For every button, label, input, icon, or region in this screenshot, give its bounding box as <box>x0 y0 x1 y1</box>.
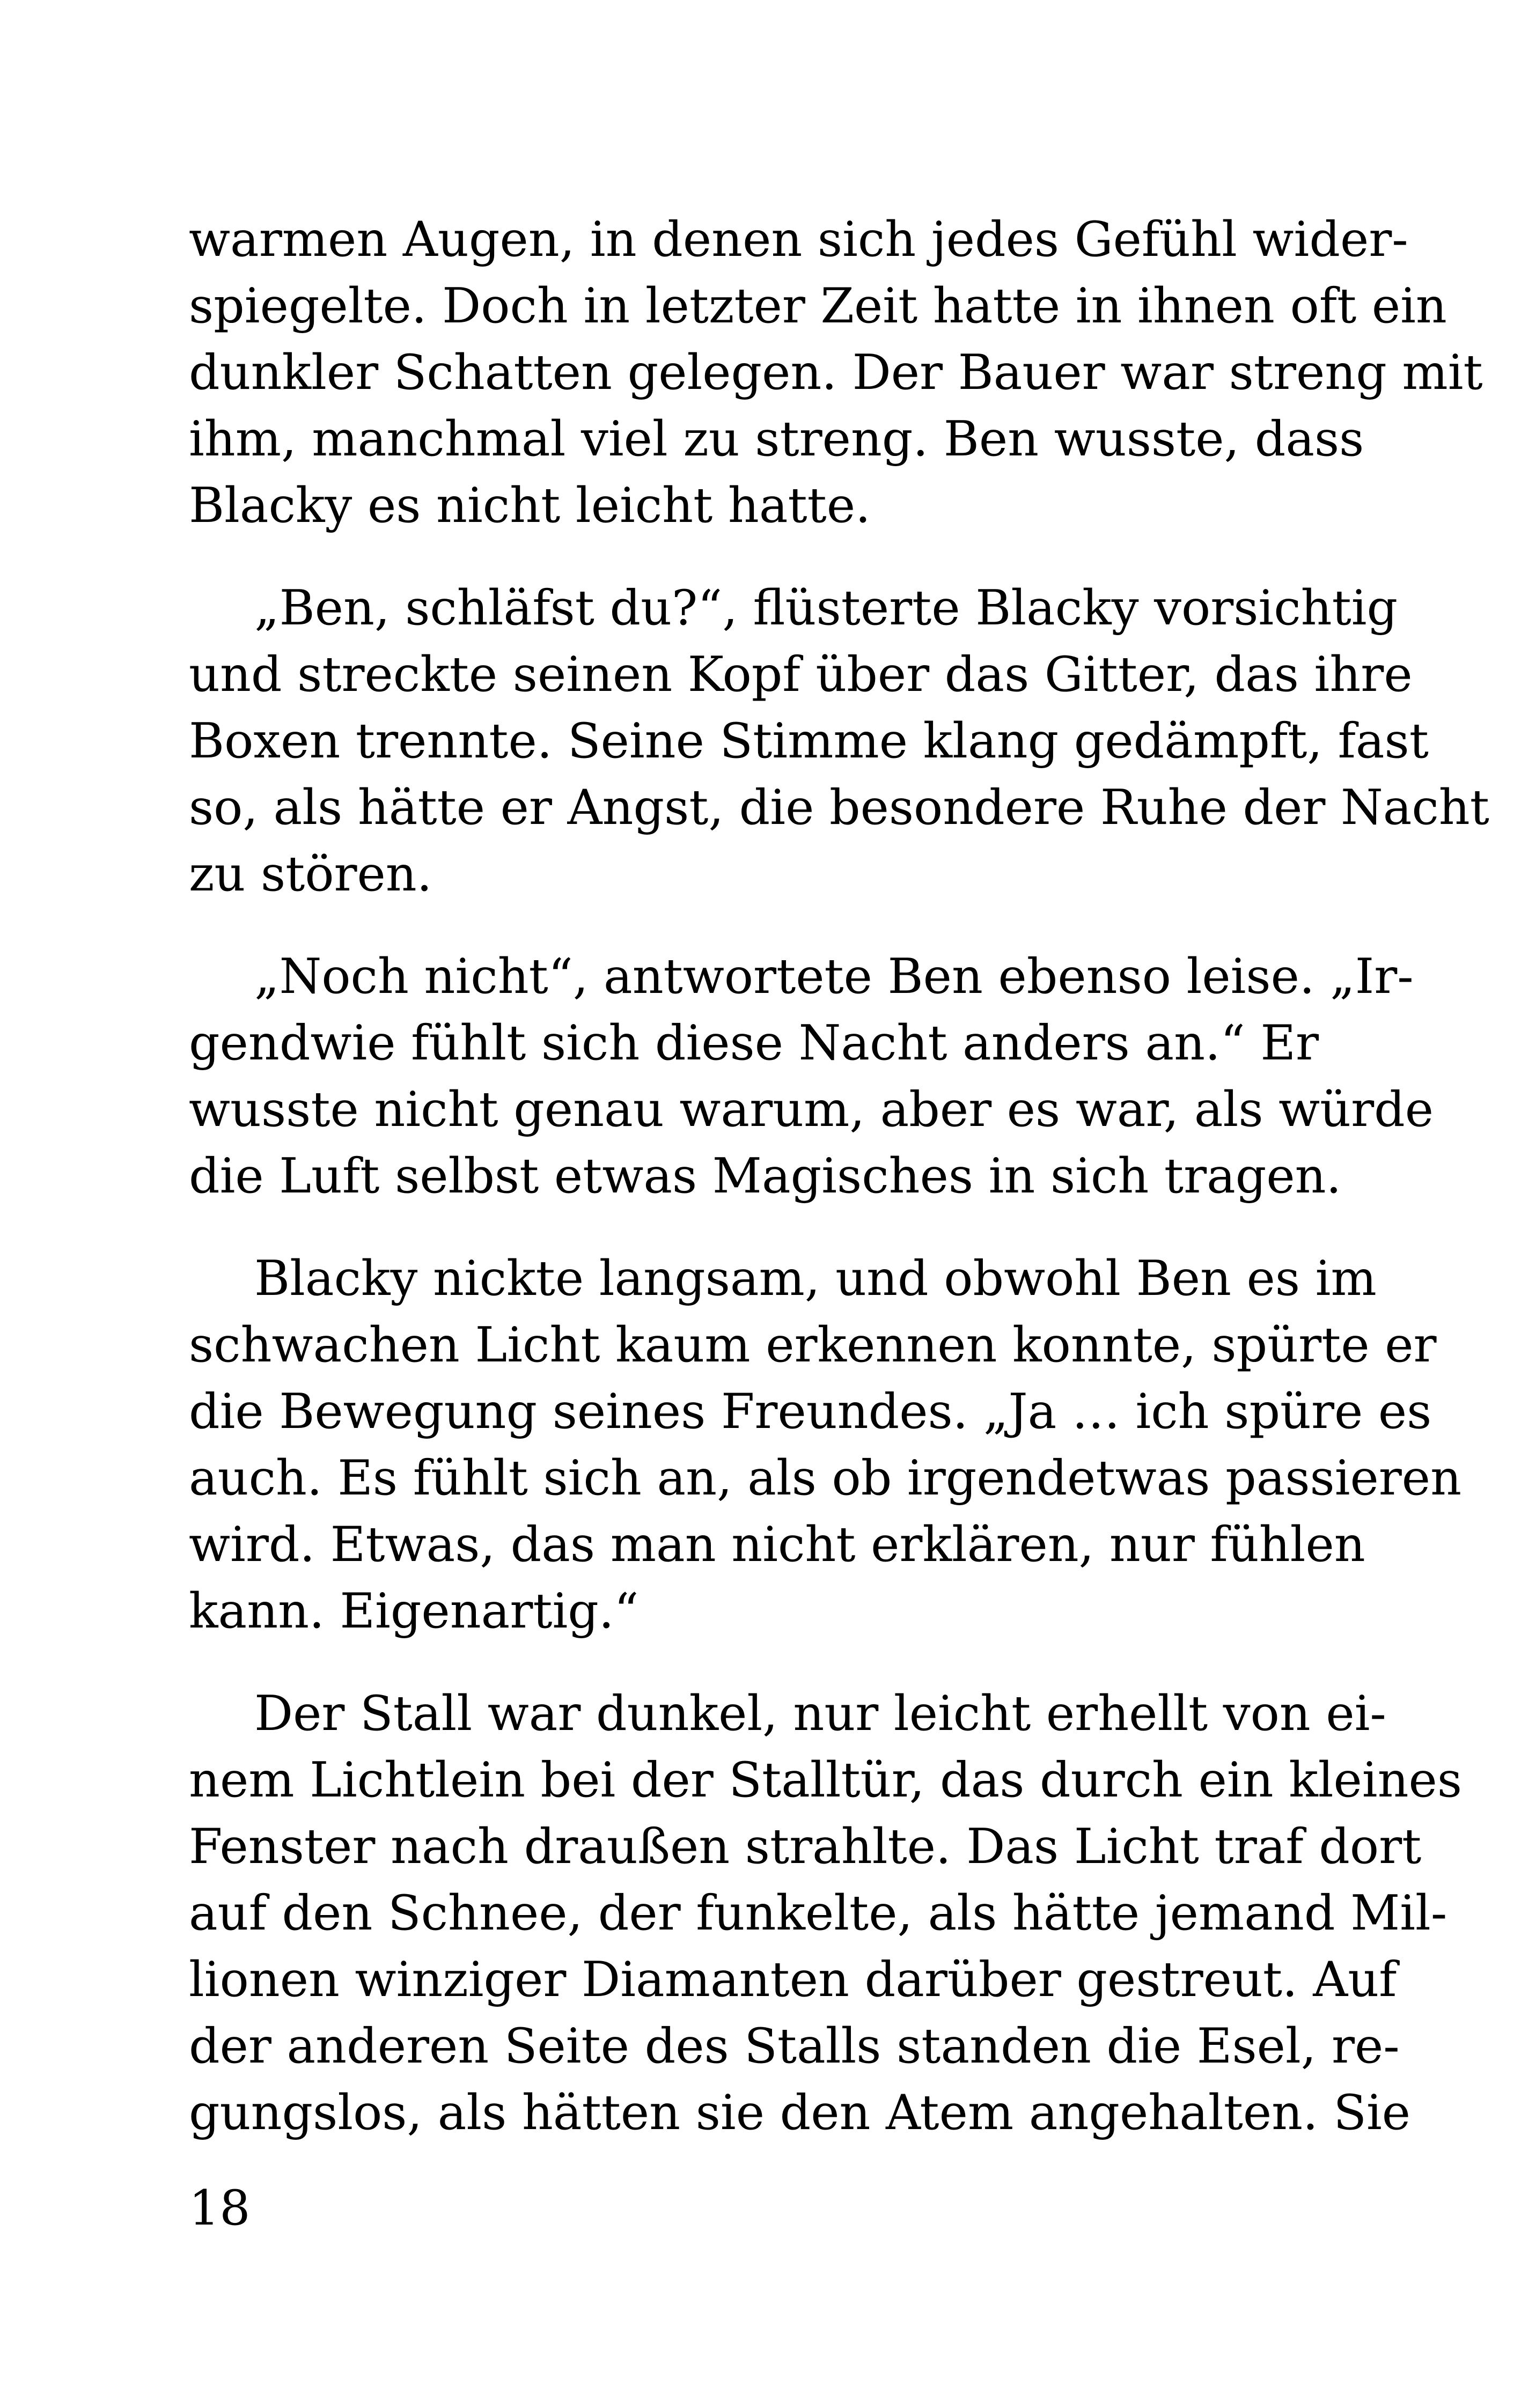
paragraph <box>189 944 1434 1210</box>
text-line: dunkler Schatten gelegen. Der Bauer war streng mit <box>189 344 1483 401</box>
text-line: der anderen Seite des Stalls standen die Esel, re- <box>189 2018 1400 2074</box>
text-line: „Noch nicht“, antwortete Ben ebenso leise. „Ir- <box>254 948 1414 1005</box>
text-line: auf den Schnee, der funkelte, als hätte jemand Mil- <box>189 1885 1447 1941</box>
text-line: wusste nicht genau warum, aber es war, als würde <box>189 1081 1434 1138</box>
text-line: spiegelte. Doch in letzter Zeit hatte in ihnen oft ein <box>189 278 1447 334</box>
text-line: und streckte seinen Kopf über das Gitter, das ihre <box>189 646 1413 703</box>
text-line: Blacky nickte langsam, und obwohl Ben es im <box>254 1250 1377 1307</box>
text-line: gungslos, als hätten sie den Atem angehalten. Sie <box>189 2085 1411 2141</box>
text-line: warmen Augen, in denen sich jedes Gefühl wider- <box>189 211 1408 268</box>
text-line: Der Stall war dunkel, nur leicht erhellt von ei- <box>254 1685 1386 1742</box>
text-line: wird. Etwas, das man nicht erklären, nur fühlen <box>189 1516 1365 1573</box>
text-line: nem Lichtlein bei der Stalltür, das durch ein kleines <box>189 1752 1463 1808</box>
book-page-text <box>189 207 1489 2146</box>
paragraph <box>189 207 1483 539</box>
text-line: die Bewegung seines Freundes. „Ja … ich spüre es <box>189 1383 1432 1440</box>
text-line: ihm, manchmal viel zu streng. Ben wusste, dass <box>189 411 1364 467</box>
text-line: lionen winziger Diamanten darüber gestreut. Auf <box>189 1952 1397 2008</box>
page-number: 18 <box>189 2180 251 2236</box>
text-line: Fenster nach draußen strahlte. Das Licht traf dort <box>189 1818 1422 1875</box>
text-line: Boxen trennte. Seine Stimme klang gedämpft, fast <box>189 713 1429 769</box>
text-line: so, als hätte er Angst, die besondere Ruhe der Nacht <box>189 779 1489 836</box>
paragraph <box>189 1681 1463 2146</box>
text-line: auch. Es fühlt sich an, als ob irgendetwas passieren <box>189 1450 1462 1506</box>
text-line: zu stören. <box>189 846 432 902</box>
text-line: kann. Eigenartig.“ <box>189 1583 639 1639</box>
paragraph <box>189 575 1489 908</box>
text-line: „Ben, schläfst du?“, flüsterte Blacky vorsichtig <box>254 580 1398 636</box>
text-line: schwachen Licht kaum erkennen konnte, spürte er <box>189 1317 1437 1373</box>
text-line: die Luft selbst etwas Magisches in sich tragen. <box>189 1148 1342 1204</box>
text-line: Blacky es nicht leicht hatte. <box>189 477 871 534</box>
paragraph <box>189 1246 1462 1645</box>
text-line: gendwie fühlt sich diese Nacht anders an.“ Er <box>189 1015 1319 1071</box>
